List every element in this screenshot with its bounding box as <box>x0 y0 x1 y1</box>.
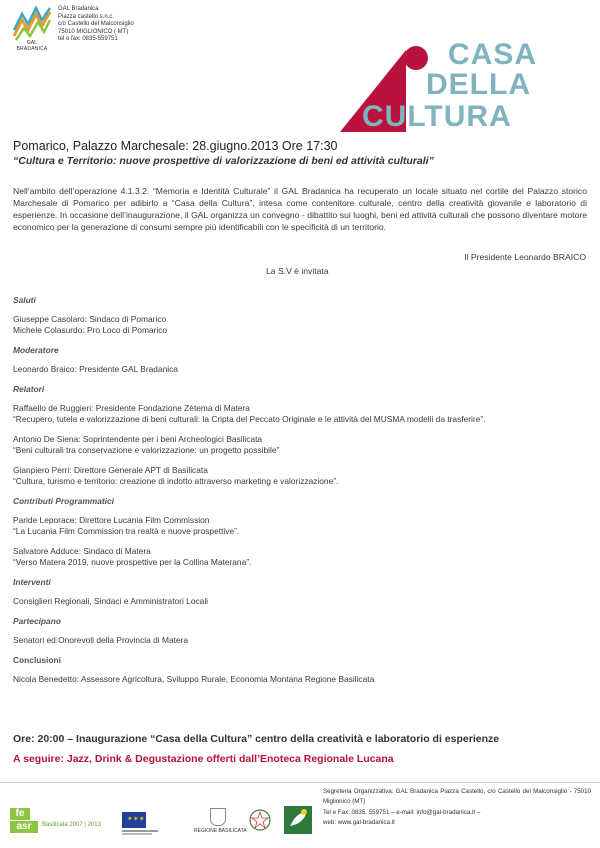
brand-word-casa: CASA <box>448 38 538 71</box>
partecipano-item: Senatori ed Onorevoli della Provincia di Matera <box>13 635 189 645</box>
relatore-talk: “Beni culturali tra conservazione e valorizzazione: un progetto possibile” <box>13 445 280 455</box>
italian-republic-emblem <box>248 808 272 834</box>
contributi-heading: Contributi Programmatici <box>13 496 114 506</box>
gal-logo-tag: GAL BRADANICA <box>16 40 48 52</box>
brand-word-cultura: CULTURA <box>362 100 512 133</box>
secretariat-web: web: www.gal-bradanica.it <box>323 819 395 827</box>
gal-info-line: 75010 MIGLIONICO ( MT) <box>58 28 129 35</box>
feasr-bottom: asr <box>10 821 38 833</box>
feasr-caption: Basilicata 2007 | 2013 <box>42 822 101 828</box>
relatore-entry <box>13 403 587 425</box>
gal-info-line: c/o Castello del Malconsiglio <box>58 21 134 28</box>
conclusioni-heading: Conclusioni <box>13 655 61 665</box>
moderatore-heading: Moderatore <box>13 345 59 355</box>
moderatore-item: Leonardo Braico: Presidente GAL Bradanica <box>13 364 178 374</box>
secretariat-contact <box>323 787 591 829</box>
gal-info-line: GAL Bradanica <box>58 6 99 12</box>
partecipano-heading: Partecipano <box>13 616 61 626</box>
brand-word-della: DELLA <box>426 68 531 101</box>
conclusioni-item: Nicola Benedetto: Assessore Agricoltura, Sviluppo Rurale, Economia Montana Regione Basilicata <box>13 674 375 684</box>
interventi-item: Consiglieri Regionali, Sindaci e Amministratori Locali <box>13 596 209 606</box>
secretariat-contacts: Tel e Fax: 0835. 559751 – e-mail: info@gal-bradanica.it – <box>323 808 481 816</box>
relatore-entry <box>13 434 587 456</box>
feasr-top: fe <box>10 808 30 820</box>
relatore-talk: “Recupero, tutela e valorizzazione di beni culturali: la Cripta del Peccato Originale e le attività del MUSMA modelli da trasferire”. <box>13 414 486 424</box>
secretariat-address: Segreteria Organizzativa: GAL Bradanica Piazza Castello, c/o Castello del Malconsiglio - 75010 Miglionico (MT) <box>323 788 591 806</box>
gal-address-block <box>58 6 134 44</box>
event-subtitle: “Cultura e Territorio: nuove prospettive di valorizzazione di beni ed attività culturali” <box>13 155 434 167</box>
gal-info-line: tel e fax: 0835-559751 <box>58 36 118 43</box>
relatore-name: Raffaello de Ruggieri: Presidente Fondazione Zètema di Matera <box>13 403 250 413</box>
regione-basilicata-logo <box>194 808 247 834</box>
contributo-talk: “Verso Matera 2019, nuove prospettive per la Collina Materana”. <box>13 557 252 567</box>
followup-announcement: A seguire: Jazz, Drink & Degustazione offerti dall’Enoteca Regionale Lucana <box>13 753 394 765</box>
eu-logo <box>122 812 160 834</box>
saluti-heading: Saluti <box>13 295 36 305</box>
relatori-heading: Relatori <box>13 384 45 394</box>
program-section <box>13 290 587 694</box>
contributo-talk: “La Lucania Film Commission tra realtà e nuove prospettive”. <box>13 526 240 536</box>
relatore-entry <box>13 465 587 487</box>
relatore-name: Gianpiero Perri: Direttore Generale APT di Basilicata <box>13 465 208 475</box>
president-signature: Il Presidente Leonardo BRAICO <box>464 252 586 262</box>
intro-paragraph: Nell’ambito dell’operazione 4.1.3.2. “Memoria e Identità Culturale” il GAL Bradanica ha recuperato un locale situato nel cortile del Palazzo storico Marchesale di Pomarico per adibirlo a “Casa della Cultura”, intesa come contenitore culturale, centro della creatività giovanile e laboratorio di esperienze. In occasione dell’inaugurazione, il GAL organizza un convegno - dibattito sui luoghi, beni ed attività culturali che possono diventare motore economico per la generazione di consumi sempre più identificabili con le specificità di un territorio. <box>13 186 587 232</box>
contributo-name: Paride Leporace: Direttore Lucania Film Commission <box>13 515 210 525</box>
saluti-list <box>13 314 587 336</box>
leader-leaf-icon <box>284 806 312 834</box>
feasr-logo <box>10 808 118 834</box>
casa-della-cultura-logo <box>336 36 556 136</box>
event-title: Pomarico, Palazzo Marchesale: 28.giugno.2013 Ore 17:30 <box>13 139 338 153</box>
invitation-line: La S.V è invitata <box>266 266 329 276</box>
eu-flag-icon: ✶✶✶ <box>122 812 146 828</box>
contributo-entry <box>13 546 587 568</box>
leader-logo <box>284 806 312 834</box>
footer-divider <box>0 782 600 783</box>
relatore-talk: “Cultura, turismo e territorio: creazione di indotto attraverso marketing e valorizzazione”. <box>13 476 339 486</box>
inauguration-time: Ore: 20:00 – Inaugurazione “Casa della Cultura” centro della creatività e laboratorio di esperienze <box>13 733 500 745</box>
saluti-item: Giuseppe Casolaro: Sindaco di Pomarico <box>13 314 167 324</box>
saluti-item: Michele Colasurdo: Pro Loco di Pomarico <box>13 325 168 335</box>
contributo-entry <box>13 515 587 537</box>
relatore-name: Antonio De Siena: Soprintendente per i beni Archeologici Basilicata <box>13 434 263 444</box>
gal-info-line: Piazza castello s.n.c. <box>58 13 115 20</box>
contributo-name: Salvatore Adduce: Sindaco di Matera <box>13 546 151 556</box>
gal-bradanica-logo <box>12 6 52 50</box>
interventi-heading: Interventi <box>13 577 51 587</box>
regione-shield-icon <box>210 808 226 826</box>
regione-label: REGIONE BASILICATA <box>194 828 247 834</box>
republic-star-icon <box>248 808 272 834</box>
